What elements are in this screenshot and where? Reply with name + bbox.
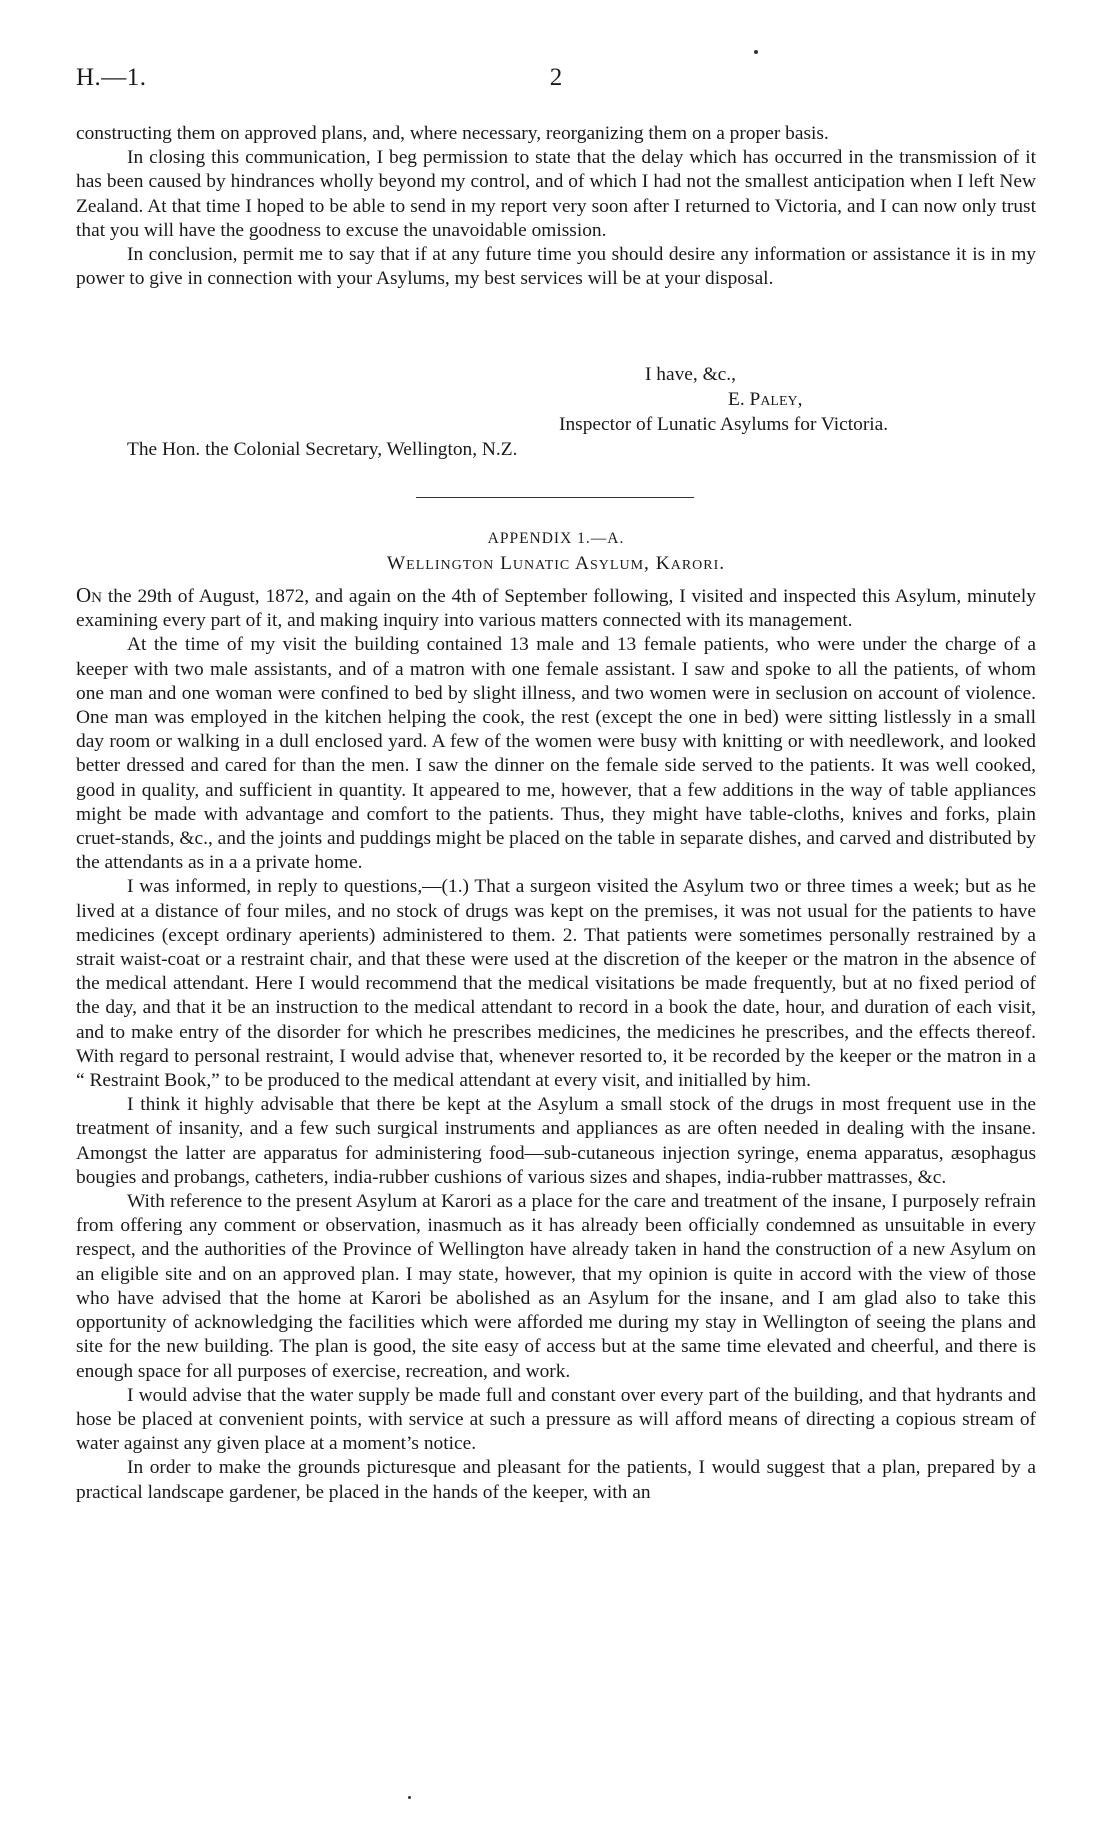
page-header [76,66,1036,100]
appendix-paragraph-5: With reference to the present Asylum at Karori as a place for the care and treatment of the insane, I purposely refrain from offering any comment or observation, inasmuch as it has already been officially condemned as unsuitable in every respect, and the authorities of the Province of Wellington have already taken in hand the construction of a new Asylum on an eligible site and on an approved plan. I may state, however, that my opinion is quite in accord with the view of those who have advised that the home at Karori be abolished as an Asylum for the insane, and I am glad also to take this opportunity of acknowledging the facilities which were afforded me during my stay in Wellington of seeing the plans and site for the new building. The plan is good, the site easy of access but at the same time elevated and cheerful, and there is enough space for all purposes of exercise, recreation, and work. [76,1191,1036,1382]
intro-paragraph-3: In conclusion, permit me to say that if at any future time you should desire any information or assistance it is in my power to give in connection with your Asylums, my best services will be at your disposal. [76,244,1036,290]
appendix-title: APPENDIX 1.—A. [487,530,625,547]
document-reference: H.—1. [76,64,147,91]
lead-word: On [76,583,102,607]
intro-paragraph-2: In closing this communication, I beg permission to state that the delay which has occurred in the transmission of it has been caused by hindrances wholly beyond my control, and of which I had not the smallest anticipation when I left New Zealand. At that time I hoped to be able to send in my report very soon after I returned to Victoria, and I can now only trust that you will have the goodness to excuse the unavoidable omission. [76,147,1036,241]
appendix-paragraph-6: I would advise that the water supply be made full and constant over every part of the building, and that hydrants and hose be placed at convenient points, with service at such a pressure as will afford means of directing a copious stream of water against any given place at a moment’s notice. [76,1384,1036,1455]
appendix-paragraph-2: At the time of my visit the building contained 13 male and 13 female patients, who were under the charge of a keeper with two male assistants, and of a matron with one female assistant. I saw and spoke to all the patients, of whom one man and one woman were confined to bed by slight illness, and two women were in seclusion on account of violence. One man was employed in the kitchen helping the cook, the rest (except the one in bed) were sitting listlessly in a small day room or walking in a dull enclosed yard. A few of the women were busy with knitting or with needlework, and looked better dressed and cared for than the men. I saw the dinner on the female side served to the patients. It was well cooked, good in quality, and sufficient in quantity. It appeared to me, however, that a few additions in the way of table appliances might be made with advantage and comfort to the patients. Thus, they might have table-cloths, knives and forks, plain cruet-stands, &c., and the joints and puddings might be placed on the table in separate dishes, and carved and distributed by the attendants as in a a private home. [76,634,1036,874]
page-number: 2 [549,64,563,91]
signature-name: E. Paley, [728,389,803,410]
signature-title: Inspector of Lunatic Asylums for Victoria. [559,414,889,435]
appendix-paragraph-3: I was informed, in reply to questions,—(1.) That a surgeon visited the Asylum two or three times a week; but as he lived at a distance of four miles, and no stock of drugs was kept on the premises, it was not usual for the patients to have medicines (except ordinary aperients) administered to them. 2. That patients were sometimes personally restrained by a strait waist-coat or a restraint chair, and that these were used at the discretion of the keeper or the matron in the absence of the medical attendant. Here I would recommend that the medical visitations be made frequently, but at no fixed period of the day, and that it be an instruction to the medical attendant to record in a book the date, hour, and duration of each visit, and to make entry of the disorder for which he prescribes medicines, the medicines he prescribes, and the effects thereof. With regard to personal restraint, I would advise that, whenever resorted to, it be recorded by the keeper or the matron in a “ Restraint Book,” to be produced to the medical attendant at every visit, and initialled by him. [76,876,1036,1092]
appendix-paragraph-4: I think it highly advisable that there be kept at the Asylum a small stock of the drugs in most frequent use in the treatment of insanity, and a few such surgical instruments and appliances as are often needed in dealing with the insane. Amongst the latter are apparatus for administering food—sub-cutaneous injection syringe, enema apparatus, æsophagus bougies and probangs, catheters, india-rubber cushions of various sizes and shapes, india-rubber mattrasses, &c. [76,1094,1036,1188]
print-speck [754,50,758,54]
signature-closing: I have, &c., [645,364,736,385]
section-divider [416,497,694,498]
appendix-paragraph-7: In order to make the grounds picturesque and pleasant for the patients, I would suggest that a plan, prepared by a practical landscape gardener, be placed in the hands of the keeper, with an [76,1457,1036,1503]
addressee-line: The Hon. the Colonial Secretary, Wellington, N.Z. [127,439,518,460]
appendix-subtitle: Wellington Lunatic Asylum, Karori. [386,553,726,574]
intro-section [76,122,1036,291]
print-speck [408,1796,411,1799]
appendix-paragraph-1 [76,583,1036,633]
appendix-body [76,583,1036,1505]
appendix-paragraph-1-text: the 29th of August, 1872, and again on the 4th of September following, I visited and inspected this Asylum, minutely examining every part of it, and making inquiry into various matters connected with its management. [76,586,1037,632]
intro-paragraph-1: constructing them on approved plans, and, where necessary, reorganizing them on a proper basis. [76,123,829,144]
